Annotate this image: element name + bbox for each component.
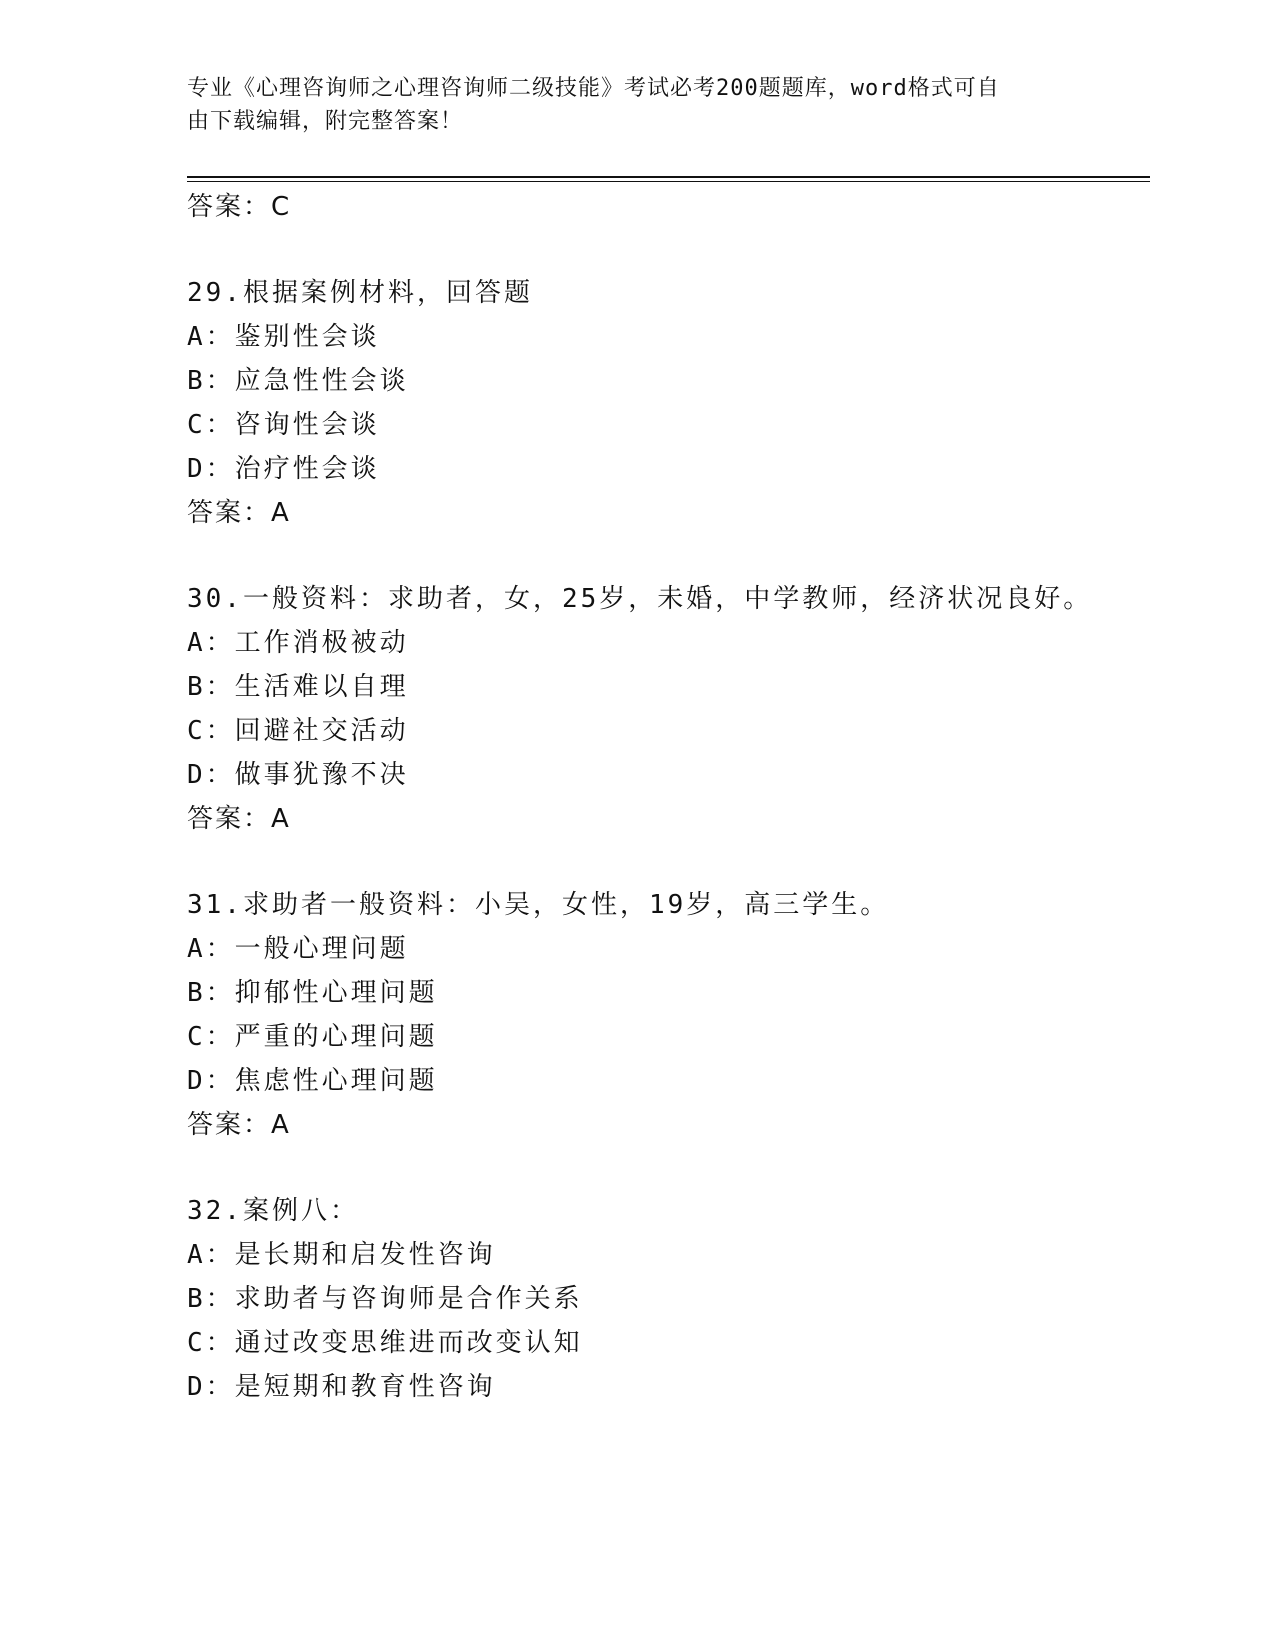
question-stem: 29.根据案例材料，回答题 <box>187 278 533 308</box>
option-b: B：生活难以自理 <box>187 672 409 702</box>
question-stem: 32.案例八： <box>187 1196 359 1226</box>
option-c: C：严重的心理问题 <box>187 1022 438 1052</box>
option-d: D：治疗性会谈 <box>187 454 380 484</box>
option-c: C：咨询性会谈 <box>187 410 380 440</box>
answer-label: 答案：A <box>187 498 291 528</box>
answer-label: 答案：A <box>187 804 291 834</box>
option-b: B：应急性性会谈 <box>187 366 409 396</box>
question-stem: 31.求助者一般资料：小吴，女性，19岁，高三学生。 <box>187 890 890 920</box>
option-d: D：是短期和教育性咨询 <box>187 1372 496 1402</box>
option-a: A：一般心理问题 <box>187 934 409 964</box>
option-b: B：求助者与咨询师是合作关系 <box>187 1284 583 1314</box>
option-d: D：做事犹豫不决 <box>187 760 409 790</box>
question-stem: 30.一般资料：求助者，女，25岁，未婚，中学教师，经济状况良好。 <box>187 584 1093 614</box>
previous-answer: 答案：C <box>187 192 292 222</box>
answer-label: 答案：A <box>187 1110 291 1140</box>
document-header <box>187 72 1087 138</box>
option-a: A：鉴别性会谈 <box>187 322 380 352</box>
header-divider-thin <box>187 181 1150 182</box>
option-a: A：工作消极被动 <box>187 628 409 658</box>
option-b: B：抑郁性心理问题 <box>187 978 438 1008</box>
option-a: A：是长期和启发性咨询 <box>187 1240 496 1270</box>
header-line-2: 由下载编辑，附完整答案！ <box>187 109 464 134</box>
option-c: C：回避社交活动 <box>187 716 409 746</box>
header-divider-thick <box>187 176 1150 178</box>
option-c: C：通过改变思维进而改变认知 <box>187 1328 583 1358</box>
header-line-1: 专业《心理咨询师之心理咨询师二级技能》考试必考200题题库，word格式可自 <box>187 76 1000 101</box>
option-d: D：焦虑性心理问题 <box>187 1066 438 1096</box>
